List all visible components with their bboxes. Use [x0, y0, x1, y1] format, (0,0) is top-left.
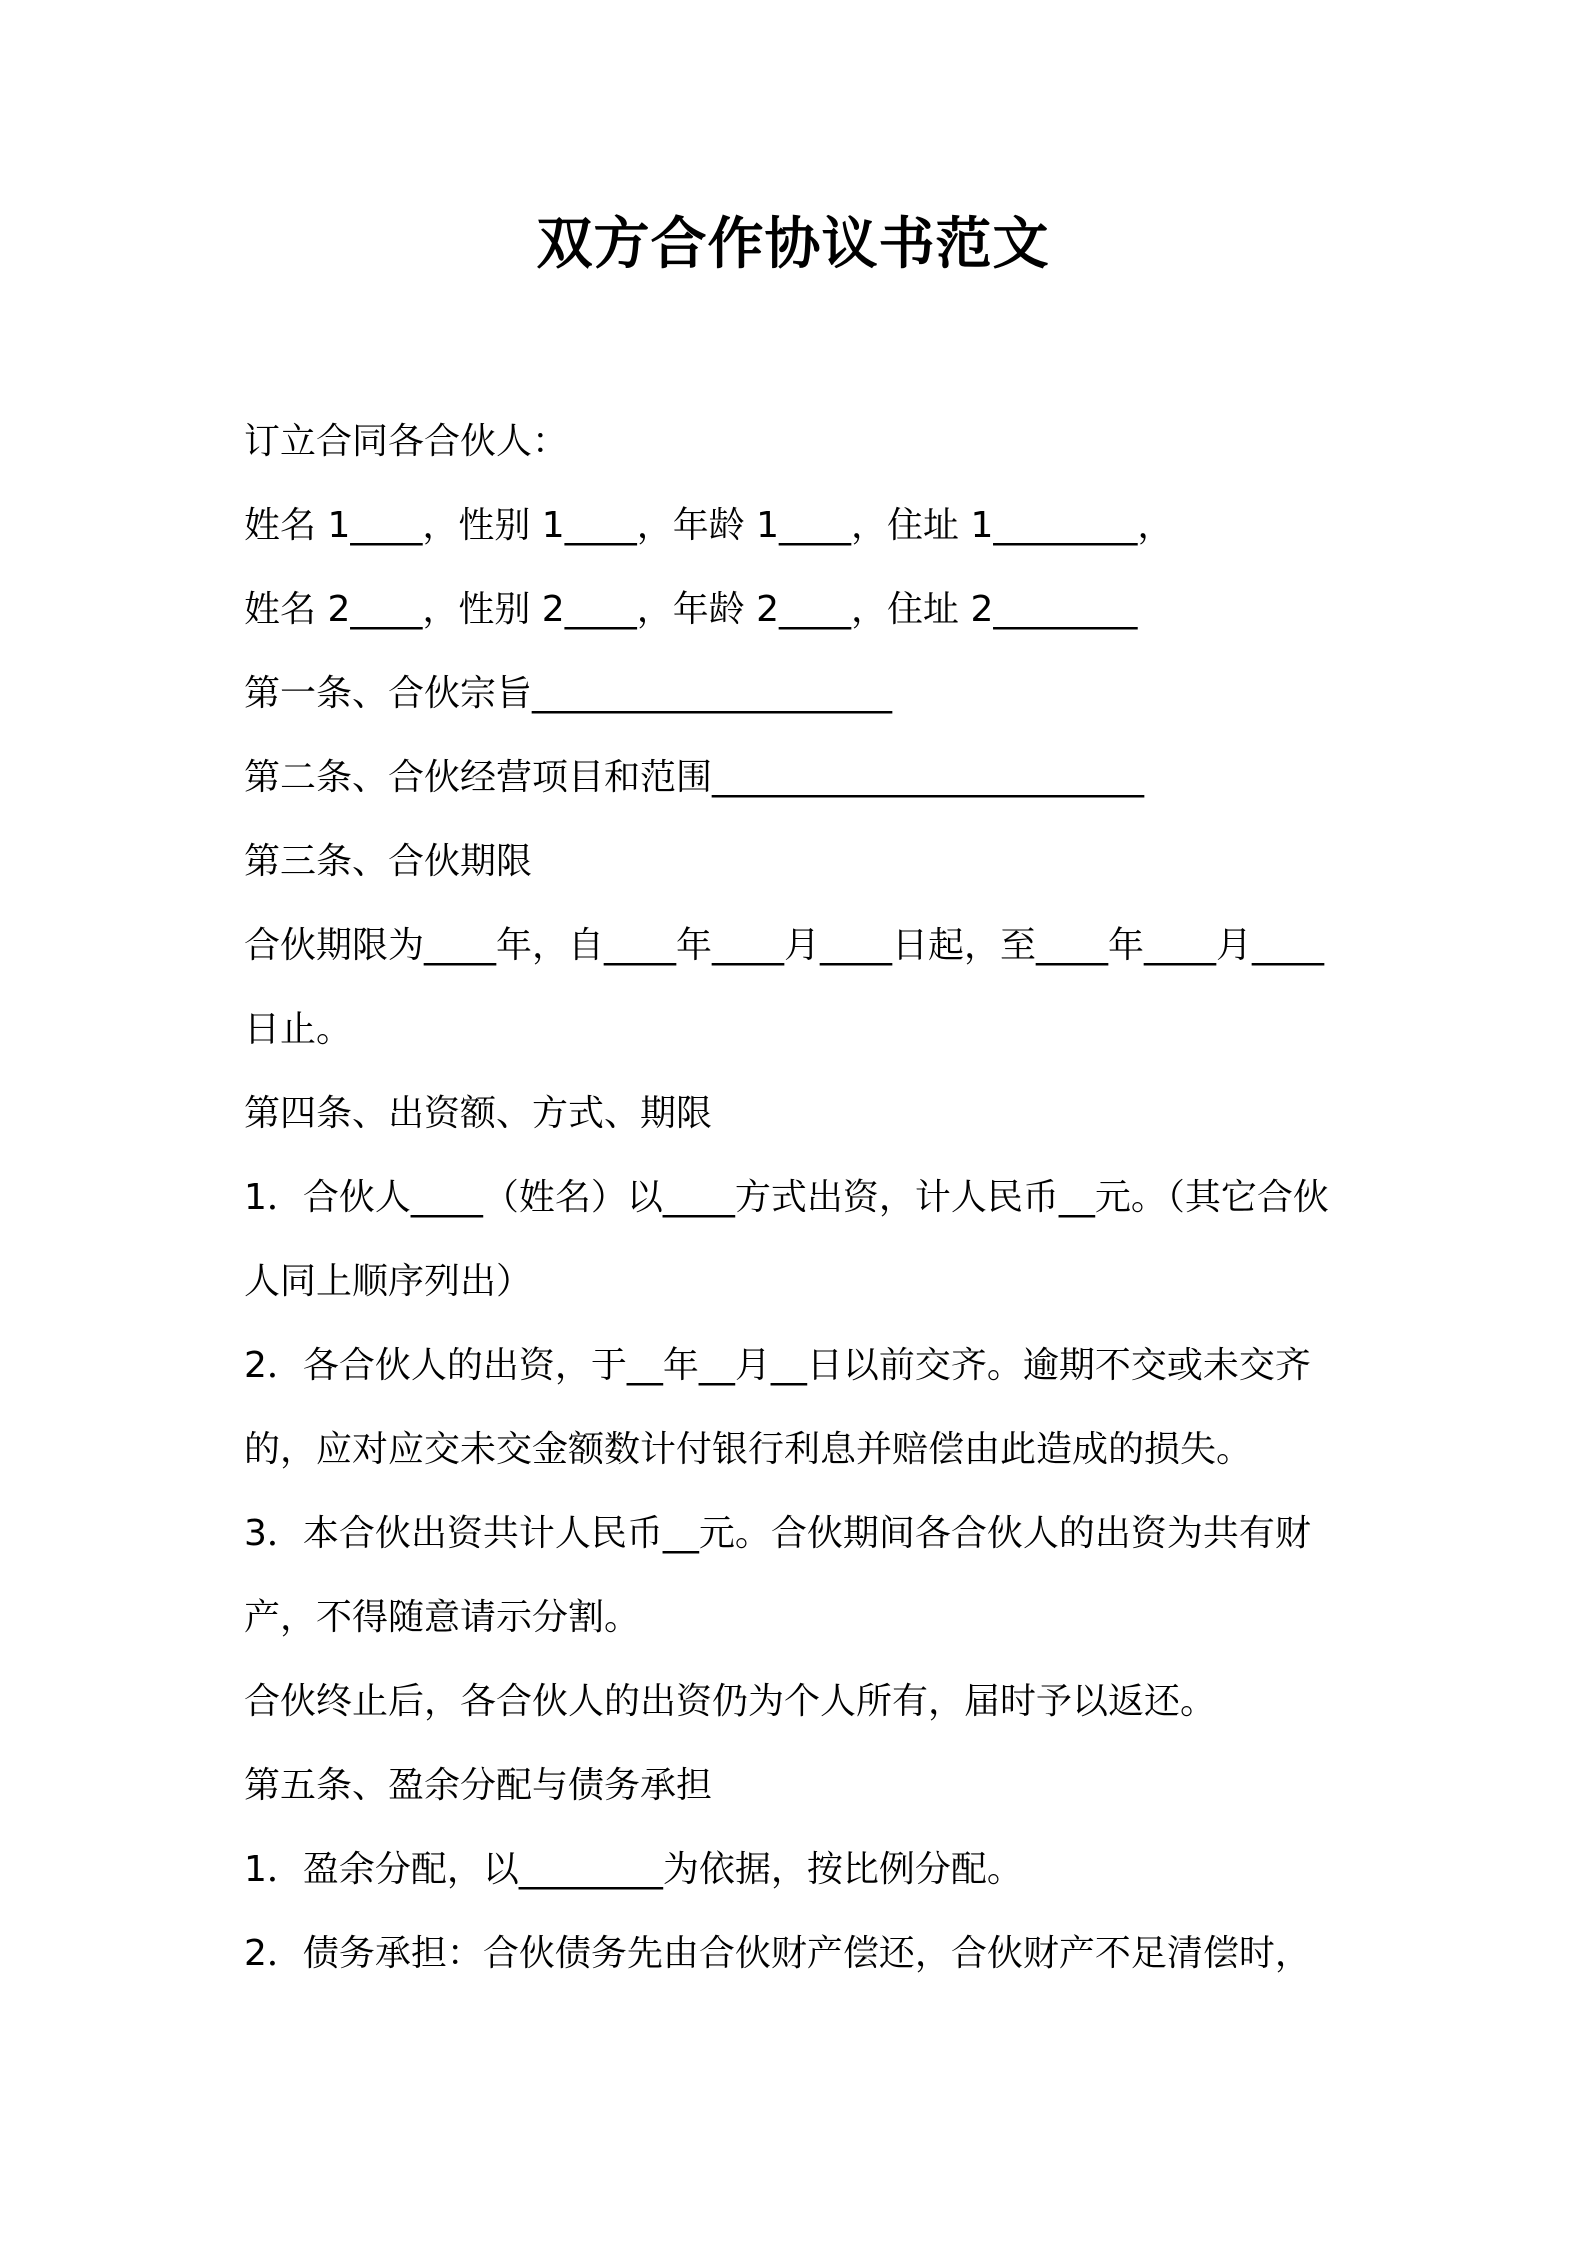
- paragraph-line: 姓名 2____，性别 2____，年龄 2____，住址 2________: [244, 589, 1138, 630]
- paragraph-line: 第四条、出资额、方式、期限: [244, 1093, 713, 1134]
- paragraph-line: 2．债务承担：合伙债务先由合伙财产偿还，合伙财产不足清偿时，: [244, 1933, 1311, 1974]
- paragraph-line: 2．各合伙人的出资，于__年__月__日以前交齐。逾期不交或未交齐: [244, 1345, 1311, 1386]
- paragraph-line: 产，不得随意请示分割。: [244, 1597, 641, 1638]
- paragraph-line: 姓名 1____，性别 1____，年龄 1____，住址 1________，: [244, 505, 1174, 546]
- paragraph-line: 合伙期限为____年，自____年____月____日起，至____年____月____: [244, 925, 1325, 966]
- paragraph-line: 1．合伙人____（姓名）以____方式出资，计人民币__元。（其它合伙: [244, 1177, 1329, 1218]
- paragraph-line: 1．盈余分配，以________为依据，按比例分配。: [244, 1849, 1023, 1890]
- paragraph-line: 第五条、盈余分配与债务承担: [244, 1765, 713, 1806]
- paragraph-line: 人同上顺序列出）: [244, 1261, 533, 1302]
- paragraph-line: 订立合同各合伙人：: [244, 421, 569, 462]
- document-title: 双方合作协议书范文: [536, 212, 1050, 277]
- paragraph-line: 合伙终止后，各合伙人的出资仍为个人所有，届时予以返还。: [244, 1681, 1217, 1722]
- document-body: [244, 400, 1364, 1996]
- paragraph-line: 第二条、合伙经营项目和范围________________________: [244, 757, 1145, 798]
- paragraph-line: 第三条、合伙期限: [244, 841, 533, 882]
- paragraph-line: 日止。: [244, 1009, 353, 1050]
- paragraph-line: 第一条、合伙宗旨____________________: [244, 673, 893, 714]
- paragraph-line: 的，应对应交未交金额数计付银行利息并赔偿由此造成的损失。: [244, 1429, 1253, 1470]
- paragraph-line: 3．本合伙出资共计人民币__元。合伙期间各合伙人的出资为共有财: [244, 1513, 1311, 1554]
